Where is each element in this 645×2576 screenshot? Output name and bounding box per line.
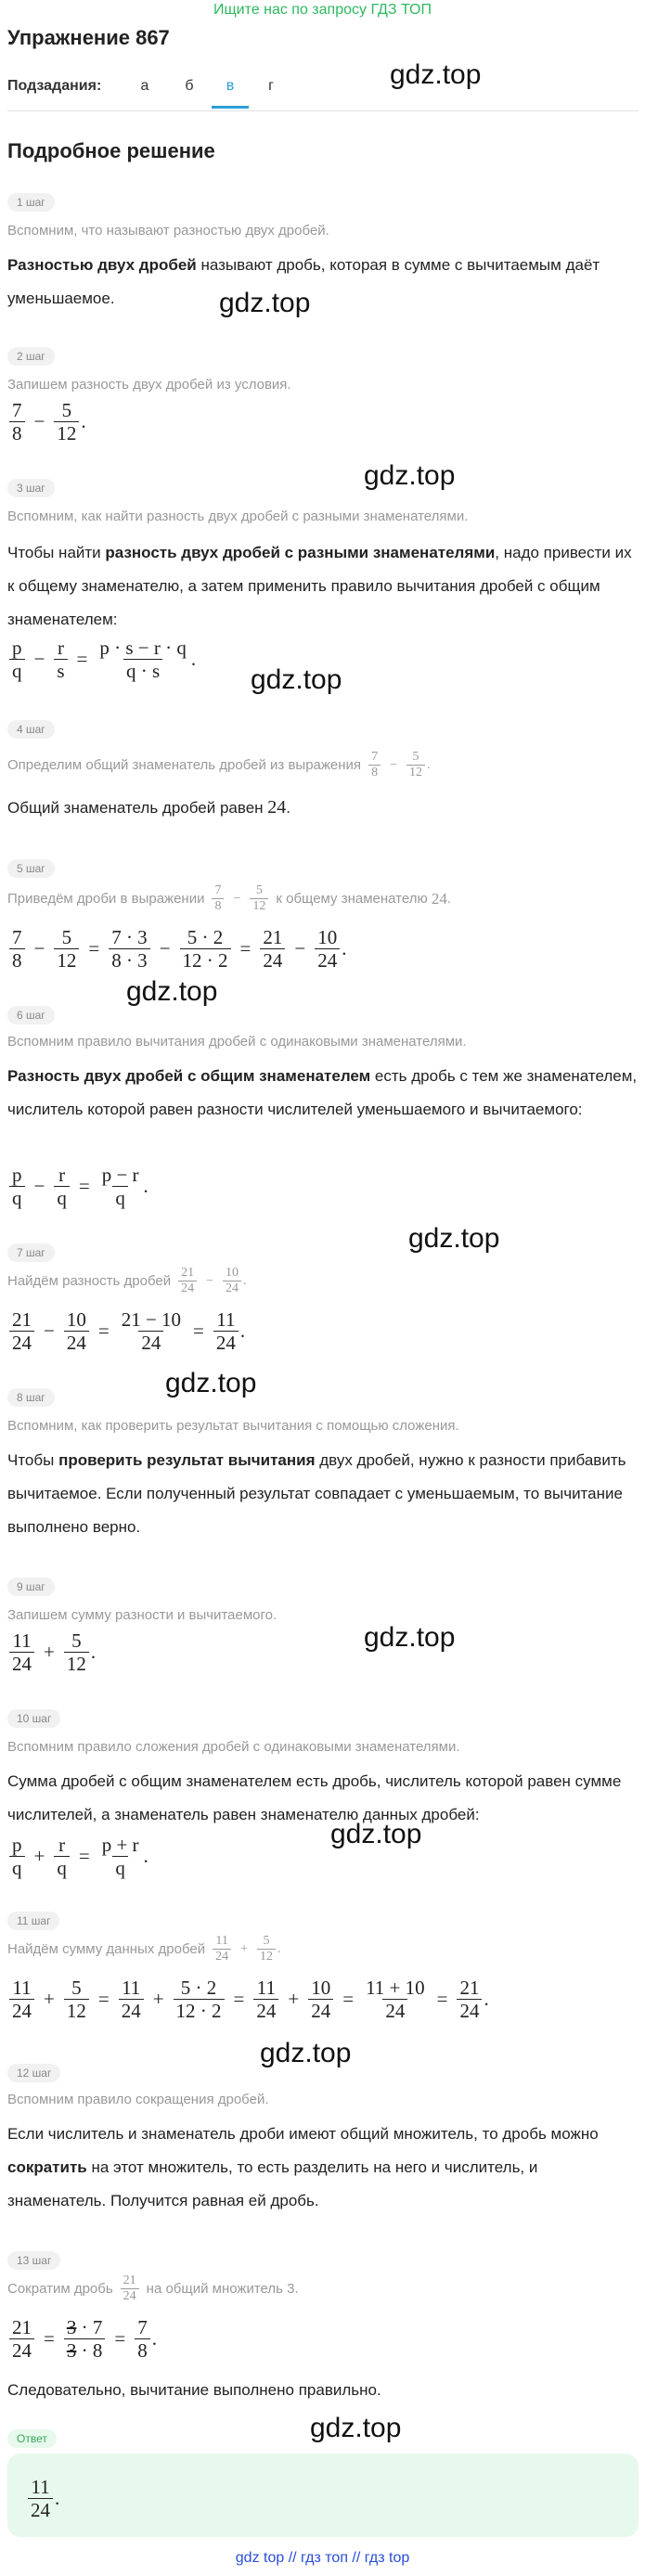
step-note: Сократим дробь $\frac{21}{24}$ на общий множитель 3. (7, 2273, 299, 2304)
step-badge: 7 шаг (7, 1243, 55, 1262)
watermark: gdz.top (126, 976, 218, 1007)
step-text: Чтобы проверить результат вычитания двух дробей, нужно к разности прибавить вычитаемое. Если полученный результат совпадает с уменьшаемым, то вычитание выполнено верно. (7, 1451, 626, 1536)
step-text: Разность двух дробей с общим знаменателем есть дробь с тем же знаменателем, числитель которой равен разности числителей уменьшаемого и вычитаемого: (7, 1067, 638, 1118)
subtask-v[interactable]: в (226, 78, 235, 94)
step-note: Запишем разность двух дробей из условия. (7, 377, 291, 393)
watermark: gdz.top (219, 288, 311, 318)
step-badge: 6 шаг (7, 1006, 55, 1024)
watermark: gdz.top (260, 2038, 352, 2068)
step-note: Вспомним, что называют разностью двух дробей. (7, 223, 329, 238)
answer-badge: Ответ (7, 2429, 57, 2448)
answer-box (7, 2454, 639, 2537)
watermark: gdz.top (408, 1223, 500, 1254)
step-note: Вспомним правило сложения дробей с одинаковыми знаменателями. (7, 1739, 460, 1755)
formula: $\frac{7}{8}$ − $\frac{5}{12}$ = $\frac{7 \cdot 3}{8 \cdot 3}$ − $\frac{5 \cdot 2}{12 \cdot 2}$ = $\frac{21}{24}$ − $\frac{10}{24}$ . (7, 926, 346, 972)
subtasks-label: Подзадания: (7, 78, 102, 94)
step-badge: 2 шаг (7, 347, 55, 366)
step-text: Сумма дробей с общим знаменателем есть дробь, числитель которой равен сумме числителей, а знаменатель равен знаменателю данных дробей: (7, 1772, 622, 1823)
formula: $\frac{11}{24}$ + $\frac{5}{12}$ . (7, 1629, 96, 1675)
watermark: gdz.top (165, 1368, 257, 1398)
step-text: Если числитель и знаменатель дроби имеют общий множитель, то дробь можно сократить на этот множитель, то есть разделить на него и числитель, и знаменатель. Получится равная ей дробь. (7, 2125, 599, 2209)
step-note: Вспомним правило сокращения дробей. (7, 2092, 269, 2107)
step-note: Вспомним правило вычитания дробей с одинаковыми знаменателями. (7, 1034, 467, 1050)
formula: $\frac{21}{24}$ − $\frac{10}{24}$ = $\frac{21 - 10}{24}$ = $\frac{11}{24}$ . (7, 1308, 245, 1354)
watermark: gdz.top (310, 2413, 402, 2443)
watermark: gdz.top (364, 460, 456, 491)
active-tab-indicator (212, 106, 249, 109)
step-note: Запишем сумму разности и вычитаемого. (7, 1607, 277, 1623)
step-note: Вспомним, как проверить результат вычитания с помощью сложения. (7, 1418, 459, 1434)
step-text: Следовательно, вычитание выполнено правильно. (7, 2381, 381, 2399)
watermark: gdz.top (390, 59, 482, 90)
step-note: Найдём сумму данных дробей $\frac{11}{24}$ + $\frac{5}{12}$ . (7, 1934, 281, 1964)
step-badge: 1 шаг (7, 193, 55, 212)
page-title: Упражнение 867 (7, 26, 170, 49)
step-badge: 9 шаг (7, 1578, 55, 1596)
watermark: gdz.top (364, 1622, 456, 1653)
formula: $\frac{21}{24}$ = $\frac{3 \cdot 7}{3 \cdot 8}$ = $\frac{7}{8}$ . (7, 2316, 157, 2362)
subtask-a[interactable]: а (140, 78, 149, 94)
formula: $\frac{11}{24}$ + $\frac{5}{12}$ = $\frac{11}{24}$ + $\frac{5 \cdot 2}{12 \cdot 2}$ = $\frac{11}{24}$ + $\frac{10}{24}$ = $\frac{11 + 10}{24}$ = $\frac{21}{24}$ . (7, 1977, 489, 2022)
step-note: Приведём дроби в выражении $\frac{7}{8}$ − $\frac{5}{12}$ к общему знаменателю 24 . (7, 883, 452, 914)
formula: $\frac{p}{q}$ + $\frac{r}{q}$ = $\frac{p + r}{q}$ . (7, 1834, 148, 1879)
subtask-g[interactable]: г (268, 78, 274, 94)
footer-links[interactable]: gdz top // гдз топ // гдз top (235, 2550, 410, 2566)
step-badge: 8 шаг (7, 1388, 55, 1407)
step-badge: 11 шаг (7, 1912, 59, 1930)
formula: $\frac{7}{8}$ − $\frac{5}{12}$ . (7, 399, 86, 444)
watermark: gdz.top (251, 664, 342, 695)
answer-formula: $\frac{11}{24}$ . (26, 2476, 59, 2521)
formula: $\frac{p}{q}$ − $\frac{r}{q}$ = $\frac{p - r}{q}$ . (7, 1164, 148, 1209)
step-badge: 3 шаг (7, 479, 55, 497)
step-text: Общий знаменатель дробей равен 24. (7, 797, 291, 818)
step-badge: 12 шаг (7, 2064, 60, 2082)
formula: $\frac{p}{q}$ − $\frac{r}{s}$ = $\frac{p \cdot s - r \cdot q}{q \cdot s}$ . (7, 637, 196, 682)
step-text: Чтобы найти разность двух дробей с разными знаменателями, надо привести их к общему знаменателю, а затем применить правило вычитания дробей с общим знаменателем: (7, 544, 632, 628)
subtasks-nav (7, 74, 639, 111)
watermark: gdz.top (330, 1819, 422, 1849)
promo-banner[interactable]: Ищите нас по запросу ГДЗ ТОП (213, 2, 432, 18)
step-badge: 5 шаг (7, 859, 55, 878)
section-title: Подробное решение (7, 139, 215, 162)
step-note: Найдём разность дробей $\frac{21}{24}$ − $\frac{10}{24}$ . (7, 1266, 247, 1296)
subtask-b[interactable]: б (185, 78, 194, 94)
step-badge: 13 шаг (7, 2251, 60, 2270)
step-note: Определим общий знаменатель дробей из выражения $\frac{7}{8}$ − $\frac{5}{12}$ . (7, 750, 431, 780)
step-badge: 4 шаг (7, 720, 55, 739)
step-note: Вспомним, как найти разность двух дробей с разными знаменателями. (7, 509, 469, 524)
step-text: Разностью двух дробей называют дробь, которая в сумме с вычитаемым даёт уменьшаемое. (7, 256, 600, 307)
step-badge: 10 шаг (7, 1709, 60, 1728)
